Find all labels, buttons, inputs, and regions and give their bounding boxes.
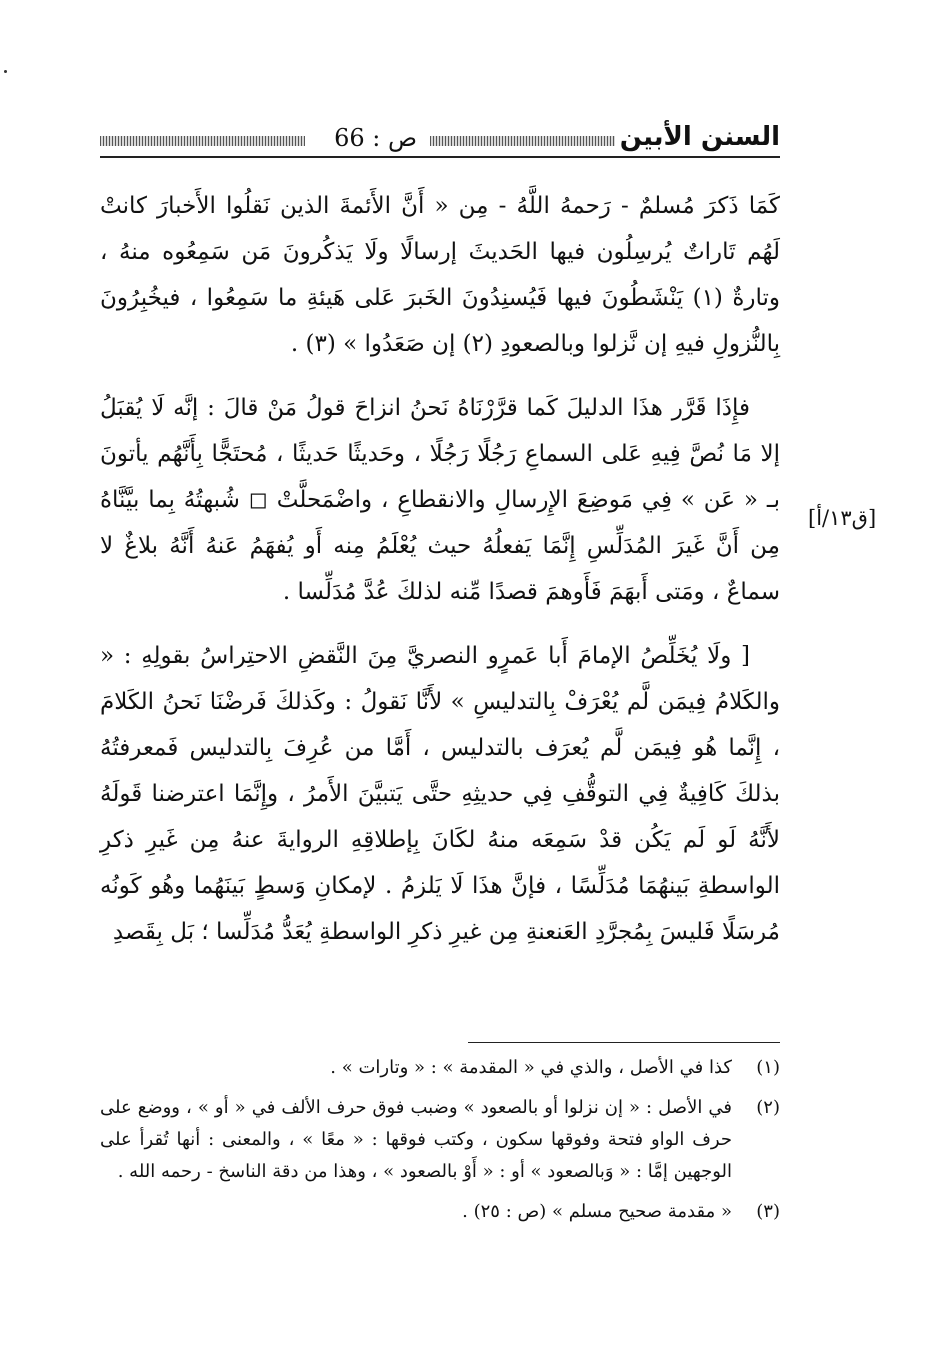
paragraph: فإِذَا قَرَّر هذَا الدليلَ كَما قرَّرْنَاهُ نَحنُ انزاحَ قولُ مَنْ قالَ : إنَّه لَا يُقبَلُ إلا مَا نُصَّ فِيهِ عَلى السماعِ رَجُلًا رَجُلًا ، وحَديثًا حَديثًا ، مُحتَجًّا بِأَنَّهُم يأتونَ بـ « عَن » فِي مَوضِعَ الإِرسالِ والانقطاعِ ، واضْمَحلَّتْ ◻ شُبهتُهُ بِما بيَّنَّاهُ مِن أَنَّ غَيرَ المُدَلِّسِ إِنَّمَا يَفعلُهُ حيث يُعْلَمُ مِنه أَو يُفهَمُ عَنهُ أَنَّهُ بلاغٌ لا سماعٌ ، ومَتى أَبهَمَ فَأَوهمَ قصدًا مِّنه لذلكَ عُدَّ مُدَلِّسا .: [100, 395, 780, 605]
footnote-item: [100, 1196, 780, 1228]
footnote-item: [100, 1092, 780, 1188]
footnote-separator: [468, 1042, 780, 1043]
footnote-number: (١): [756, 1057, 780, 1078]
footnote-text: « مقدمة صحيح مسلم » (ص : ٢٥) .: [462, 1201, 732, 1222]
paragraph: كَمَا ذَكرَ مُسلمٌ - رَحمهُ اللَّهُ - مِن « أَنَّ الأَئمةَ الذين نَقلُوا الأَخبارَ كانتْ لَهُم تَاراتٌ يُرسِلُون فيها الحَديثَ إرسالًا ولَا يَذكُرونَ مَن سَمِعُوه منهُ ، وتارةٌ (١) يَنْشَطُونَ فيها فَيُسنِدُونَ الخَبرَ عَلى هَيئةِ ما سَمِعُوا ، فيخُبِرُونَ بِالنُّزولِ فيهِ إن نَّزلوا وبالصعودِ (٢) إن صَعَدُوا » (٣) .: [100, 193, 780, 357]
book-title: السنن الأبين: [619, 122, 780, 152]
footnote-number: (٢): [756, 1097, 780, 1118]
footnote-text: في الأصل : « إن نزلوا أو بالصعود » وضبب فوق حرف الألف في « أو » ، ووضع على حرف الواو فتحة وفوقها سكون ، وكتب فوقها : « معًا » ، والمعنى : أنها تُقرأ على الوجهين إمَّا : « وَبالصعود » أو : « أَوْ بالصعود » ، وهذا من دقة الناسخ - رحمه الله .: [100, 1097, 732, 1182]
header-ornament-left: [100, 136, 305, 146]
header-ornament-right: [430, 136, 615, 146]
footnote-number: (٣): [756, 1201, 780, 1222]
scan-speck: [4, 70, 7, 73]
running-header: [100, 122, 780, 160]
footnote-item: [100, 1052, 780, 1084]
main-text: [100, 183, 780, 973]
page-number: ص : 66: [334, 124, 417, 152]
footnotes: [100, 1052, 780, 1236]
manuscript-folio-note: [ق١٣/أ]: [808, 506, 877, 530]
header-rule: [100, 156, 780, 158]
paragraph: [ ولَا يُخَلِّصُ الإمامَ أَبا عَمرٍو النصريَّ مِنَ النَّقضِ الاحتِراسُ بقولِهِ : « والكَلامُ فِيمَن لَّم يُعْرَفْ بِالتدليسِ » لأَنَّا نَقولُ : وكَذلكَ فَرضْنَا نَحنُ الكَلامَ ، إِنَّما هُو فِيمَن لَّم يُعرَف بالتدليس ، أَمَّا من عُرِفَ بِالتدليس فَمعرفتُهُ بذلكَ كَافِيةٌ فِي التوقُّفِ فِي حديثِهِ حتَّى يَتبيَّنَ الأَمرُ ، وإِنَّمَا اعترضنا قَولَهُ لأَنَّهُ لَو لَم يَكُن قدْ سَمِعَه منهُ لكَانَ بِإطلاقِهِ الروايةَ عنهُ مِن غَيرِ ذكرِ الواسطةِ بَينهُمَا مُدَلِّسًا ، فإنَّ هذَا لَا يَلزمُ . لإمكانِ وَسطٍ بَينَهُما وهُو كَونُه مُرسَلًا فَليسَ بِمُجرَّدِ العَنعنةِ مِن غيرِ ذكرِ الواسطةِ يُعَدُّ مُدَلِّسا ؛ بَل بِقَصدِ: [100, 643, 780, 945]
footnote-text: كذا في الأصل ، والذي في « المقدمة » : « وتارات » .: [330, 1057, 732, 1078]
